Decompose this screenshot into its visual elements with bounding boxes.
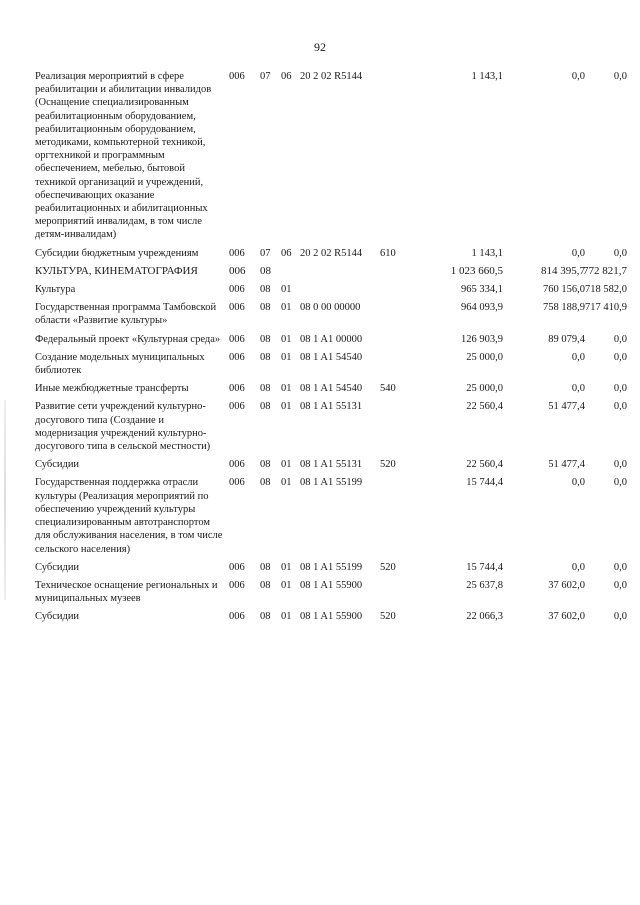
subsection-code: 06 <box>281 71 292 82</box>
subsection-code: 01 <box>281 401 292 413</box>
row-name: Государственная программа Тамбовской области «Развитие культуры» <box>35 302 217 327</box>
target-article-code: 08 1 A1 55199 <box>300 477 363 489</box>
target-article-code: 08 1 A1 55131 <box>300 401 363 413</box>
section-code: 08 <box>260 351 271 363</box>
amount-year-3: 772 821,7 <box>583 264 627 277</box>
target-article-code: 08 1 A1 55900 <box>300 611 363 623</box>
target-article-code: 08 1 A1 54540 <box>300 383 363 395</box>
amount-year-3: 0,0 <box>613 477 627 489</box>
amount-year-1: 25 637,8 <box>466 579 503 591</box>
subsection-code: 01 <box>281 383 292 395</box>
amount-year-3: 0,0 <box>613 383 627 395</box>
target-article-code: 20 2 02 R5144 <box>300 71 363 82</box>
row-name: Государственная поддержка отрасли культуры (Реализация мероприятий по обеспечению учреждений культуры специализированным автотранспортом для обслуживания населения, в том числе сельского населения) <box>35 477 223 555</box>
amount-year-2: 760 156,0 <box>543 284 585 296</box>
subsection-code: 01 <box>281 459 292 471</box>
target-article-code: 08 1 A1 55199 <box>300 561 363 573</box>
section-code: 08 <box>260 561 271 573</box>
table-row <box>35 561 627 574</box>
ved-code: 006 <box>229 579 245 591</box>
ved-code: 006 <box>229 302 245 314</box>
amount-year-3: 718 582,0 <box>585 284 627 296</box>
section-code: 08 <box>260 401 271 413</box>
scan-margin-artifact <box>4 400 6 600</box>
amount-year-1: 15 744,4 <box>466 561 503 573</box>
section-code: 08 <box>260 284 271 296</box>
table-row <box>35 458 627 471</box>
amount-year-3: 0,0 <box>613 401 627 413</box>
table-row <box>35 283 627 296</box>
subsection-code: 01 <box>281 351 292 363</box>
row-name: КУЛЬТУРА, КИНЕМАТОГРАФИЯ <box>35 264 198 277</box>
amount-year-3: 0,0 <box>613 247 627 259</box>
section-code: 08 <box>260 459 271 471</box>
table-row <box>35 476 627 555</box>
amount-year-1: 964 093,9 <box>461 302 503 314</box>
subsection-code: 01 <box>281 284 292 296</box>
row-name: Иные межбюджетные трансферты <box>35 383 189 395</box>
subsection-code: 01 <box>281 333 292 345</box>
target-article-code: 08 1 A1 55131 <box>300 459 363 471</box>
ved-code: 006 <box>229 561 245 573</box>
row-name: Субсидии <box>35 561 80 573</box>
amount-year-1: 22 560,4 <box>466 401 503 413</box>
amount-year-1: 25 000,0 <box>466 383 503 395</box>
amount-year-3: 0,0 <box>613 561 627 573</box>
amount-year-2: 0,0 <box>571 351 585 363</box>
ved-code: 006 <box>229 383 245 395</box>
table-row <box>35 610 627 623</box>
expense-type-code: 520 <box>380 561 396 573</box>
subsection-code: 01 <box>281 561 292 573</box>
amount-year-3: 0,0 <box>613 333 627 345</box>
table-row <box>35 579 627 605</box>
table-row <box>35 333 627 346</box>
ved-code: 006 <box>229 333 245 345</box>
amount-year-2: 0,0 <box>571 561 585 573</box>
section-code: 08 <box>260 333 271 345</box>
section-code: 08 <box>260 477 271 489</box>
expense-type-code: 540 <box>380 383 396 395</box>
table-row <box>35 70 627 242</box>
expense-type-code: 520 <box>380 611 396 623</box>
amount-year-2: 0,0 <box>571 477 585 489</box>
amount-year-1: 126 903,9 <box>461 333 503 345</box>
expense-type-code: 610 <box>380 247 396 259</box>
target-article-code: 20 2 02 R5144 <box>300 247 363 259</box>
amount-year-1: 965 334,1 <box>461 284 503 296</box>
row-name: Субсидии <box>35 459 80 471</box>
expense-type-code: 520 <box>380 459 396 471</box>
amount-year-3: 0,0 <box>613 579 627 591</box>
section-code: 07 <box>260 71 271 82</box>
ved-code: 006 <box>229 477 245 489</box>
table-row <box>35 301 627 327</box>
page-number: 92 <box>314 40 326 54</box>
row-name: Реализация мероприятий в сфере реабилитации и абилитации инвалидов (Оснащение специализированным реабилитационным оборудованием, реабилитационным оборудованием, методиками, компьютерной техникой, оргтехникой и программным обеспечением, мебелью, бытовой техникой организаций и учреждений, обеспечивающих оказание реабилитационных и абилитационных мероприятий инвалидам, в том числе детям-инвалидам) <box>35 71 212 241</box>
ved-code: 006 <box>229 459 245 471</box>
row-name: Федеральный проект «Культурная среда» <box>35 333 221 345</box>
table-row <box>35 265 627 278</box>
amount-year-1: 22 066,3 <box>466 611 503 623</box>
section-code: 08 <box>260 302 271 314</box>
amount-year-1: 1 143,1 <box>471 247 503 259</box>
amount-year-3: 0,0 <box>613 351 627 363</box>
ved-code: 006 <box>229 284 245 296</box>
row-name: Техническое оснащение региональных и муниципальных музеев <box>35 579 218 605</box>
row-name: Развитие сети учреждений культурно-досугового типа (Создание и модернизация учреждений культурно-досугового типа в сельской местности) <box>35 401 211 453</box>
ved-code: 006 <box>229 401 245 413</box>
amount-year-1: 1 143,1 <box>471 71 503 82</box>
amount-year-2: 51 477,4 <box>548 401 585 413</box>
row-name: Создание модельных муниципальных библиотек <box>35 351 205 377</box>
amount-year-1: 1 023 660,5 <box>450 264 503 277</box>
target-article-code: 08 1 A1 55900 <box>300 579 363 591</box>
amount-year-1: 15 744,4 <box>466 477 503 489</box>
row-name: Культура <box>35 284 76 296</box>
budget-table <box>35 70 627 629</box>
section-code: 08 <box>260 579 271 591</box>
amount-year-2: 0,0 <box>571 383 585 395</box>
amount-year-2: 758 188,9 <box>543 302 585 314</box>
table-row <box>35 351 627 377</box>
ved-code: 006 <box>229 611 245 623</box>
amount-year-2: 0,0 <box>571 247 585 259</box>
ved-code: 006 <box>229 351 245 363</box>
row-name: Субсидии <box>35 611 80 623</box>
ved-code: 006 <box>229 264 246 277</box>
subsection-code: 01 <box>281 579 292 591</box>
amount-year-3: 0,0 <box>613 611 627 623</box>
ved-code: 006 <box>229 71 245 82</box>
subsection-code: 01 <box>281 611 292 623</box>
amount-year-2: 37 602,0 <box>548 611 585 623</box>
amount-year-2: 51 477,4 <box>548 459 585 471</box>
subsection-code: 01 <box>281 302 292 314</box>
amount-year-3: 717 410,9 <box>585 302 627 314</box>
section-code: 07 <box>260 247 271 259</box>
table-row <box>35 247 627 260</box>
target-article-code: 08 1 A1 00000 <box>300 333 363 345</box>
amount-year-1: 22 560,4 <box>466 459 503 471</box>
amount-year-1: 25 000,0 <box>466 351 503 363</box>
target-article-code: 08 0 00 00000 <box>300 302 361 314</box>
amount-year-3: 0,0 <box>613 459 627 471</box>
subsection-code: 01 <box>281 477 292 489</box>
amount-year-2: 814 395,7 <box>541 264 585 277</box>
subsection-code: 06 <box>281 247 292 259</box>
amount-year-2: 89 079,4 <box>548 333 585 345</box>
table-row <box>35 382 627 395</box>
row-name: Субсидии бюджетным учреждениям <box>35 247 199 259</box>
ved-code: 006 <box>229 247 245 259</box>
amount-year-2: 0,0 <box>571 71 585 82</box>
section-code: 08 <box>260 264 271 277</box>
section-code: 08 <box>260 383 271 395</box>
target-article-code: 08 1 A1 54540 <box>300 351 363 363</box>
amount-year-2: 37 602,0 <box>548 579 585 591</box>
table-row <box>35 400 627 453</box>
amount-year-3: 0,0 <box>613 71 627 82</box>
section-code: 08 <box>260 611 271 623</box>
